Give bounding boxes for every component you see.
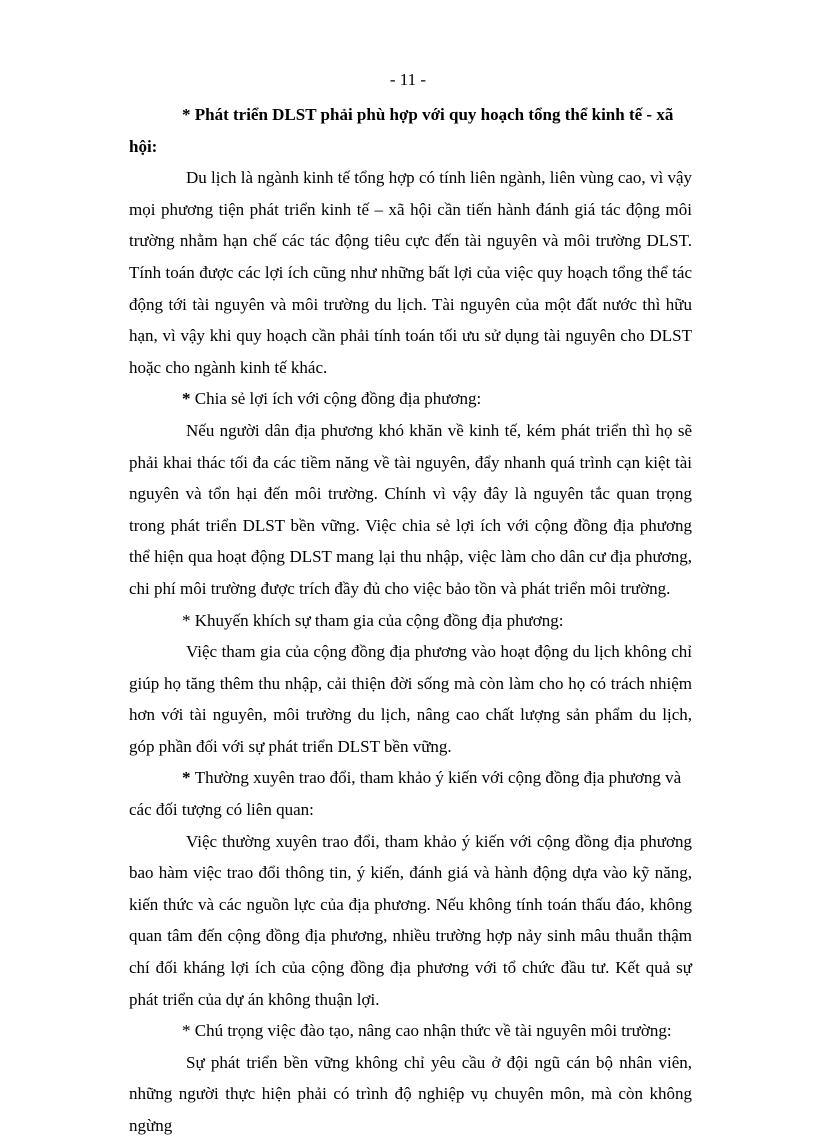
page-number: - 11 - [389, 70, 427, 89]
paragraph-benefit-sharing: Nếu người dân địa phương khó khăn về kinh tế, kém phát triển thì họ sẽ phải khai thác tối đa các tiềm năng về tài nguyên, đẩy nhanh quá trình cạn kiệt tài nguyên và tổn hại đến môi trường. Chính vì vậy đây là nguyên tắc quan trọng trong phát triển DLST bền vững. Việc chia sẻ lợi ích với cộng đồng địa phương thể hiện qua hoạt động DLST mang lại thu nhập, việc làm cho dân cư địa phương, chi phí môi trường được trích đầy đủ cho việc bảo tồn và phát triển môi trường. [129, 420, 692, 598]
section-heading-benefit-sharing [129, 383, 692, 415]
paragraph-planning: Du lịch là ngành kinh tế tổng hợp có tính liên ngành, liên vùng cao, vì vậy mọi phương tiện phát triển kinh tế – xã hội cần tiến hành đánh giá tác động môi trường nhằm hạn chế các tác động tiêu cực đến tài nguyên và môi trường DLST. Tính toán được các lợi ích cũng như những bất lợi của việc quy hoạch tổng thể tác động tới tài nguyên và môi trường du lịch. Tài nguyên của một đất nước thì hữu hạn, vì vậy khi quy hoạch cần phải tính toán tối ưu sử dụng tài nguyên cho DLST hoặc cho ngành kinh tế khác. [129, 168, 692, 377]
bullet-star: * [182, 105, 195, 124]
heading-text-b: hội: [129, 136, 158, 156]
paragraph-community-participation: Việc tham gia của cộng đồng địa phương vào hoạt động du lịch không chỉ giúp họ tăng thêm thu nhập, cải thiện đời sống mà còn làm cho họ có trách nhiệm hơn với tài nguyên, môi trường du lịch, nâng cao chất lượng sản phẩm du lịch, góp phần đối với sự phát triển DLST bền vững. [129, 642, 692, 756]
paragraph-training: Sự phát triển bền vững không chỉ yêu cầu ở đội ngũ cán bộ nhân viên, những người thực hiện phải có trình độ nghiệp vụ chuyên môn, mà còn không ngừng [129, 1052, 692, 1135]
page-content [129, 99, 692, 1142]
bullet-star: * [182, 389, 195, 409]
heading-text: Chia sẻ lợi ích với cộng đồng địa phương: [194, 389, 482, 409]
section-heading-planning [129, 99, 692, 162]
heading-text: Thường xuyên trao đổi, tham khảo ý kiến với cộng đồng địa phương và các đối tượng có liên quan: [129, 768, 682, 820]
bullet-star: * [182, 768, 195, 788]
section-heading-community-participation: * Khuyến khích sự tham gia của cộng đồng địa phương: [182, 610, 564, 630]
section-heading-consultation [129, 762, 692, 825]
paragraph-consultation: Việc thường xuyên trao đổi, tham khảo ý kiến với cộng đồng địa phương bao hàm việc trao đổi thông tin, ý kiến, đánh giá và hành động dựa vào kỹ năng, kiến thức và các nguồn lực của địa phương. Nếu không tính toán thấu đáo, không quan tâm đến cộng đồng địa phương, nhiều trường hợp nảy sinh mâu thuẫn thậm chí đối kháng lợi ích của cộng đồng địa phương với tổ chức đầu tư. Kết quả sự phát triển của dự án không thuận lợi. [129, 831, 692, 1009]
section-heading-training: * Chú trọng việc đào tạo, nâng cao nhận thức về tài nguyên môi trường: [182, 1021, 672, 1041]
heading-text-a: Phát triển DLST phải phù hợp với quy hoạch tổng thể kinh tế - xã [194, 105, 674, 124]
